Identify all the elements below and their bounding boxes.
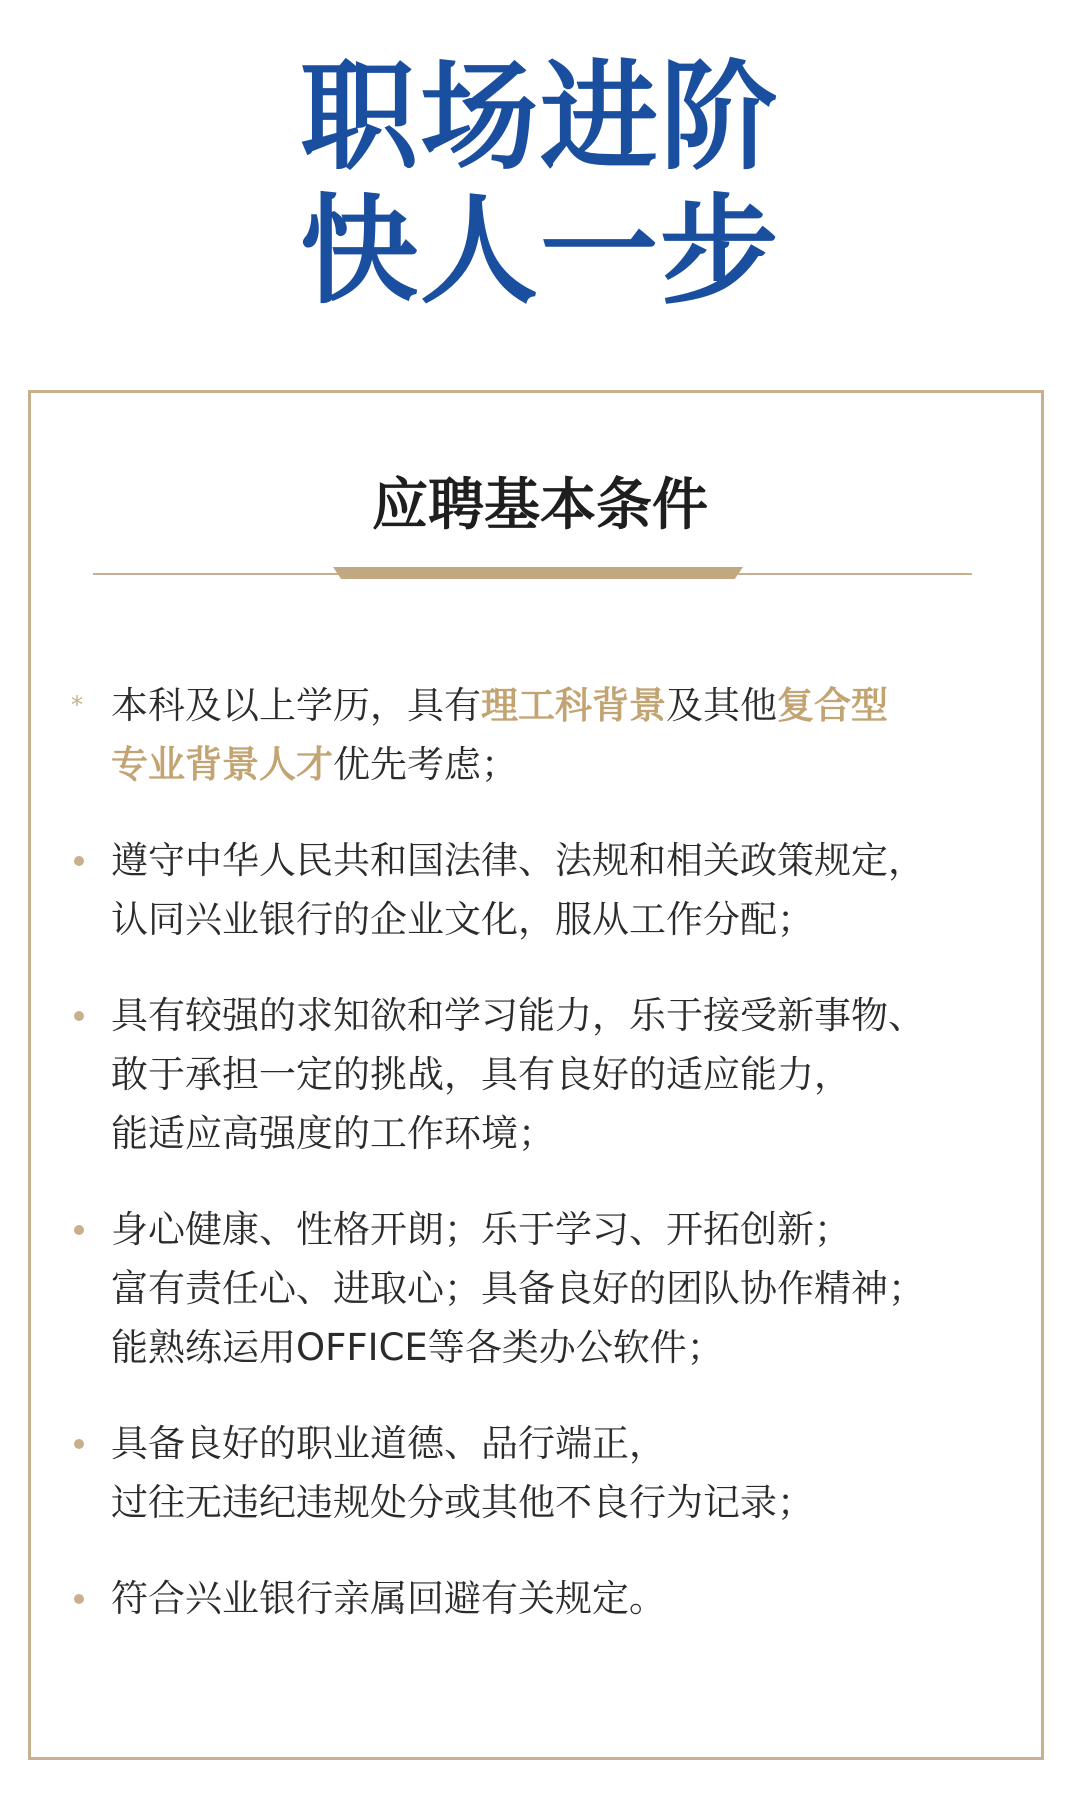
requirement-text: 本科及以上学历，具有 — [111, 684, 481, 727]
requirement-line: 具有较强的求知欲和学习能力，乐于接受新事物、 — [111, 994, 925, 1037]
requirement-line: 敢于承担一定的挑战，具有良好的适应能力， — [111, 1053, 851, 1096]
requirement-line — [111, 676, 1020, 735]
headline-line-1: 职场进阶 — [299, 47, 780, 186]
dot-bullet-icon — [74, 1011, 84, 1021]
title-divider-accent — [333, 567, 743, 579]
requirement-line: 具备良好的职业道德、品行端正， — [111, 1422, 666, 1465]
requirement-line: 过往无违纪违规处分或其他不良行为记录； — [111, 1481, 814, 1524]
requirement-item — [0, 986, 1080, 1163]
requirement-line: 能熟练运用OFFICE等各类办公软件； — [111, 1326, 724, 1369]
requirement-item — [0, 831, 1080, 949]
requirement-item — [0, 1414, 1080, 1532]
requirement-line — [111, 735, 1020, 794]
dot-bullet-icon — [74, 1439, 84, 1449]
dot-bullet-icon — [74, 1225, 84, 1235]
requirement-line: 认同兴业银行的企业文化，服从工作分配； — [111, 898, 814, 941]
dot-bullet-icon — [74, 856, 84, 866]
section-title: 应聘基本条件 — [372, 473, 708, 538]
requirement-line: 身心健康、性格开朗；乐于学习、开拓创新； — [111, 1208, 851, 1251]
highlight-text: 复合型 — [777, 684, 888, 727]
requirement-line: 富有责任心、进取心；具备良好的团队协作精神； — [111, 1267, 925, 1310]
requirement-line: 能适应高强度的工作环境； — [111, 1112, 555, 1155]
star-bullet-icon: * — [71, 691, 83, 719]
requirement-line: 遵守中华人民共和国法律、法规和相关政策规定， — [111, 839, 925, 882]
requirement-item — [0, 676, 1080, 794]
requirements-list — [0, 676, 1080, 1665]
requirement-text: 及其他 — [666, 684, 777, 727]
highlight-text: 专业背景人才 — [111, 743, 333, 786]
requirement-item — [0, 1569, 1080, 1628]
requirement-item — [0, 1200, 1080, 1377]
requirement-line: 符合兴业银行亲属回避有关规定。 — [111, 1577, 666, 1620]
dot-bullet-icon — [74, 1594, 84, 1604]
headline-line-2: 快人一步 — [299, 181, 780, 320]
highlight-text: 理工科背景 — [481, 684, 666, 727]
requirement-text: 优先考虑； — [333, 743, 518, 786]
